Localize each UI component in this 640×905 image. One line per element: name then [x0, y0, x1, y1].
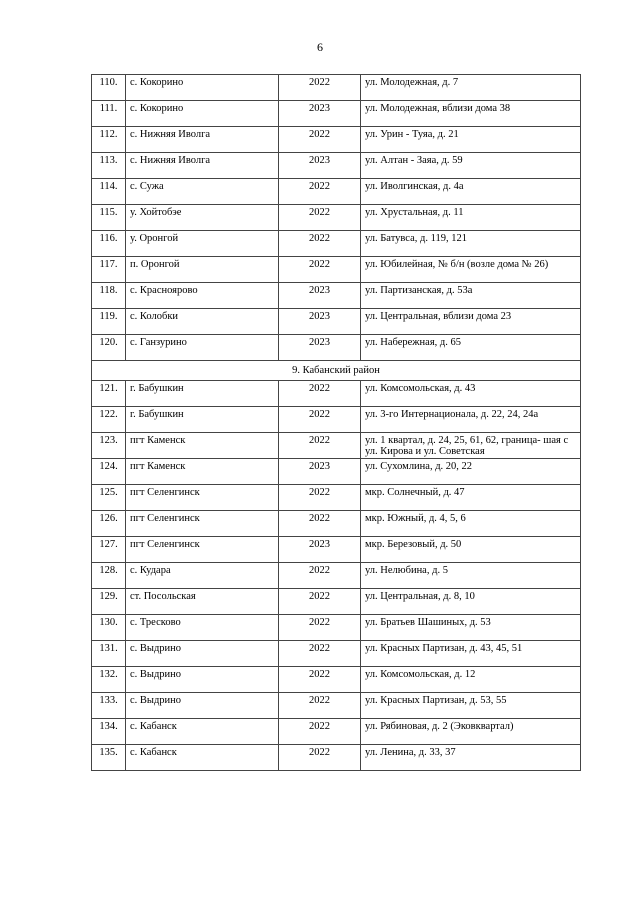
row-year: 2022	[279, 381, 361, 407]
row-place: пгт Каменск	[126, 459, 279, 485]
row-number: 111.	[92, 101, 126, 127]
row-address: ул. Сухомлина, д. 20, 22	[361, 459, 581, 485]
row-place: г. Бабушкин	[126, 407, 279, 433]
row-address: ул. Красных Партизан, д. 43, 45, 51	[361, 641, 581, 667]
row-year: 2022	[279, 231, 361, 257]
row-year: 2023	[279, 309, 361, 335]
row-year: 2023	[279, 537, 361, 563]
table-row	[92, 75, 581, 101]
table-row	[92, 153, 581, 179]
row-number: 129.	[92, 589, 126, 615]
row-place: с. Сужа	[126, 179, 279, 205]
row-place: ст. Посольская	[126, 589, 279, 615]
row-number: 126.	[92, 511, 126, 537]
row-number: 114.	[92, 179, 126, 205]
row-number: 116.	[92, 231, 126, 257]
table-row	[92, 283, 581, 309]
row-address: ул. Хрустальная, д. 11	[361, 205, 581, 231]
row-address: ул. Молодежная, д. 7	[361, 75, 581, 101]
row-place: с. Нижняя Иволга	[126, 127, 279, 153]
section-header-group	[92, 361, 581, 381]
row-number: 134.	[92, 719, 126, 745]
row-number: 124.	[92, 459, 126, 485]
row-place: с. Кудара	[126, 563, 279, 589]
table-row	[92, 615, 581, 641]
row-address: ул. Комсомольская, д. 43	[361, 381, 581, 407]
row-year: 2022	[279, 257, 361, 283]
table-row	[92, 719, 581, 745]
table-row	[92, 589, 581, 615]
row-address: ул. Комсомольская, д. 12	[361, 667, 581, 693]
section-title: 9. Кабанский район	[92, 361, 581, 381]
row-address: ул. Красных Партизан, д. 53, 55	[361, 693, 581, 719]
row-number: 125.	[92, 485, 126, 511]
table-body-bottom	[92, 381, 581, 771]
row-place: пгт Селенгинск	[126, 511, 279, 537]
row-year: 2022	[279, 693, 361, 719]
row-year: 2022	[279, 485, 361, 511]
row-number: 119.	[92, 309, 126, 335]
row-year: 2023	[279, 283, 361, 309]
row-address: ул. Набережная, д. 65	[361, 335, 581, 361]
row-address: мкр. Солнечный, д. 47	[361, 485, 581, 511]
row-year: 2022	[279, 745, 361, 771]
row-number: 121.	[92, 381, 126, 407]
row-number: 128.	[92, 563, 126, 589]
row-number: 130.	[92, 615, 126, 641]
row-address: ул. Партизанская, д. 53а	[361, 283, 581, 309]
table-row	[92, 745, 581, 771]
row-year: 2022	[279, 433, 361, 459]
row-number: 115.	[92, 205, 126, 231]
table-row	[92, 563, 581, 589]
row-address: ул. Нелюбина, д. 5	[361, 563, 581, 589]
row-address: ул. Иволгинская, д. 4а	[361, 179, 581, 205]
row-year: 2022	[279, 179, 361, 205]
row-address: мкр. Березовый, д. 50	[361, 537, 581, 563]
row-address: ул. Батувса, д. 119, 121	[361, 231, 581, 257]
row-year: 2023	[279, 101, 361, 127]
table-row	[92, 667, 581, 693]
table-row	[92, 231, 581, 257]
row-address: ул. Центральная, д. 8, 10	[361, 589, 581, 615]
table-row	[92, 459, 581, 485]
row-number: 132.	[92, 667, 126, 693]
locations-table	[91, 74, 581, 771]
table-row	[92, 205, 581, 231]
row-year: 2022	[279, 511, 361, 537]
row-address: ул. Алтан - Заяа, д. 59	[361, 153, 581, 179]
row-place: у. Оронгой	[126, 231, 279, 257]
row-year: 2022	[279, 667, 361, 693]
row-year: 2023	[279, 153, 361, 179]
table-row	[92, 433, 581, 459]
row-place: с. Колобки	[126, 309, 279, 335]
row-address: ул. 1 квартал, д. 24, 25, 61, 62, граница- шая с ул. Кирова и ул. Советская	[361, 433, 581, 459]
row-number: 135.	[92, 745, 126, 771]
table-body-top	[92, 75, 581, 361]
row-address: ул. 3-го Интернационала, д. 22, 24, 24а	[361, 407, 581, 433]
table-row	[92, 511, 581, 537]
row-address: ул. Урин - Туяа, д. 21	[361, 127, 581, 153]
row-place: пгт Селенгинск	[126, 537, 279, 563]
row-year: 2022	[279, 615, 361, 641]
table-row	[92, 179, 581, 205]
table-row	[92, 101, 581, 127]
table-row	[92, 309, 581, 335]
section-header-row	[92, 361, 581, 381]
row-place: с. Кокорино	[126, 101, 279, 127]
row-number: 133.	[92, 693, 126, 719]
row-year: 2022	[279, 127, 361, 153]
row-place: пгт Селенгинск	[126, 485, 279, 511]
row-year: 2022	[279, 563, 361, 589]
page-number: 6	[317, 40, 323, 54]
row-place: с. Красноярово	[126, 283, 279, 309]
row-number: 117.	[92, 257, 126, 283]
row-place: с. Выдрино	[126, 641, 279, 667]
row-number: 123.	[92, 433, 126, 459]
row-place: с. Выдрино	[126, 667, 279, 693]
row-address: ул. Рябиновая, д. 2 (Эковквартал)	[361, 719, 581, 745]
table-row	[92, 257, 581, 283]
table-row	[92, 407, 581, 433]
row-address: ул. Братьев Шашиных, д. 53	[361, 615, 581, 641]
table-row	[92, 335, 581, 361]
row-place: с. Кокорино	[126, 75, 279, 101]
row-place: п. Оронгой	[126, 257, 279, 283]
row-number: 122.	[92, 407, 126, 433]
row-year: 2022	[279, 205, 361, 231]
table-row	[92, 537, 581, 563]
row-place: с. Тресково	[126, 615, 279, 641]
row-number: 110.	[92, 75, 126, 101]
row-place: г. Бабушкин	[126, 381, 279, 407]
table-row	[92, 641, 581, 667]
row-year: 2022	[279, 641, 361, 667]
row-address: ул. Юбилейная, № б/н (возле дома № 26)	[361, 257, 581, 283]
row-address: ул. Ленина, д. 33, 37	[361, 745, 581, 771]
table-row	[92, 485, 581, 511]
row-place: пгт Каменск	[126, 433, 279, 459]
row-address: ул. Центральная, вблизи дома 23	[361, 309, 581, 335]
row-year: 2022	[279, 589, 361, 615]
row-year: 2023	[279, 335, 361, 361]
table-row	[92, 381, 581, 407]
row-address: мкр. Южный, д. 4, 5, 6	[361, 511, 581, 537]
row-place: с. Кабанск	[126, 719, 279, 745]
row-number: 118.	[92, 283, 126, 309]
row-year: 2022	[279, 719, 361, 745]
row-address: ул. Молодежная, вблизи дома 38	[361, 101, 581, 127]
row-year: 2022	[279, 75, 361, 101]
row-place: с. Кабанск	[126, 745, 279, 771]
row-number: 127.	[92, 537, 126, 563]
row-number: 131.	[92, 641, 126, 667]
row-number: 120.	[92, 335, 126, 361]
table-row	[92, 127, 581, 153]
table-row	[92, 693, 581, 719]
row-year: 2022	[279, 407, 361, 433]
row-place: с. Нижняя Иволга	[126, 153, 279, 179]
row-number: 112.	[92, 127, 126, 153]
row-place: с. Выдрино	[126, 693, 279, 719]
row-place: у. Хойтобэе	[126, 205, 279, 231]
row-place: с. Ганзурино	[126, 335, 279, 361]
row-year: 2023	[279, 459, 361, 485]
row-number: 113.	[92, 153, 126, 179]
